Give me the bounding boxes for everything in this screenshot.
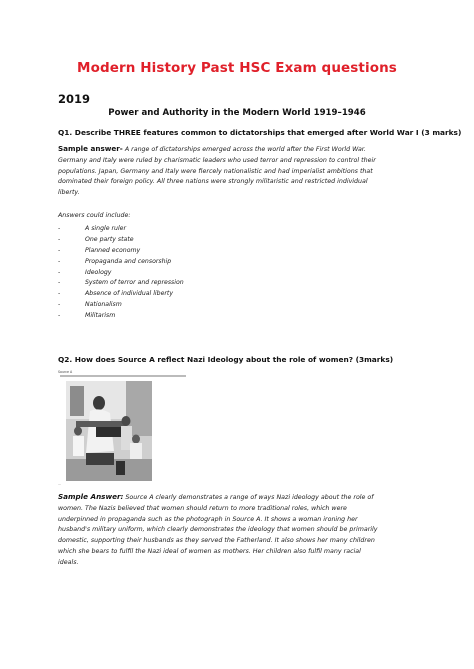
list-item: - Nationalism <box>58 301 122 309</box>
q1-answer-line: dominated their foreign policy. All three nations were strongly militaristic and restricted individual <box>58 178 368 186</box>
q2-answer-line: husband's military uniform, which clearly demonstrates the ideology that women should be primarily <box>58 526 378 534</box>
list-item: - Militarism <box>58 312 116 320</box>
list-item: - Planned economy <box>58 246 141 254</box>
q2-answer-line: Source A clearly demonstrates a range of ways Nazi ideology about the role of <box>125 494 374 501</box>
q2-sample-answer <box>58 492 420 569</box>
list-item: - Propaganda and censorship <box>58 257 172 265</box>
q1-answer-line: Germany and Italy were ruled by charismatic leaders who used terror and repression to control their <box>58 156 376 164</box>
source-label: Source A <box>58 370 73 374</box>
source-a-figure <box>58 370 188 488</box>
q1-answer-lead: Sample answer- <box>58 144 123 153</box>
list-item: - Absence of individual liberty <box>58 290 174 298</box>
question-1: Q1. Describe THREE features common to dictatorships that emerged after World War I (3 marks) <box>58 128 462 137</box>
list-item: - One party state <box>58 235 134 243</box>
q2-answer-lead: Sample Answer: <box>58 492 124 501</box>
q2-answer-line: which she bears to fulfil the Nazi ideal of women as mothers. Her children also fulfil many racial <box>58 547 361 555</box>
q2-answer-line: domestic, supporting their husbands as they served the Fatherland. It also shows her many children <box>58 537 375 545</box>
caption-line <box>60 375 186 377</box>
q1-answer-line: liberty. <box>58 189 80 197</box>
q1-answer-line: A range of dictatorships emerged across the world after the First World War. <box>124 146 366 153</box>
answers-list <box>58 224 184 322</box>
q1-answer-line: populations. Japan, Germany and Italy were fiercely nationalistic and had imperialist ambitions that <box>58 167 373 175</box>
document-title: Modern History Past HSC Exam questions <box>77 60 397 76</box>
year-heading: 2019 <box>58 92 91 106</box>
topic-heading: Power and Authority in the Modern World 1919–1946 <box>108 108 366 118</box>
q1-sample-answer <box>58 144 420 199</box>
list-item: - A single ruler <box>58 225 127 232</box>
list-item: - Ideology <box>58 268 112 276</box>
q2-answer-line: underpinned in propaganda such as the photograph in Source A. It shows a woman ironing her <box>58 515 358 523</box>
photo-caption: — <box>58 482 61 486</box>
q2-answer-line: women. The Nazis believed that women should return to more traditional roles, which were <box>58 504 347 512</box>
question-2: Q2. How does Source A reflect Nazi Ideology about the role of women? (3marks) <box>58 355 394 364</box>
q2-answer-line: ideals. <box>58 558 79 566</box>
source-a-photograph <box>66 381 152 481</box>
answers-intro: Answers could include: <box>58 212 131 219</box>
list-item: - System of terror and repression <box>58 279 184 287</box>
